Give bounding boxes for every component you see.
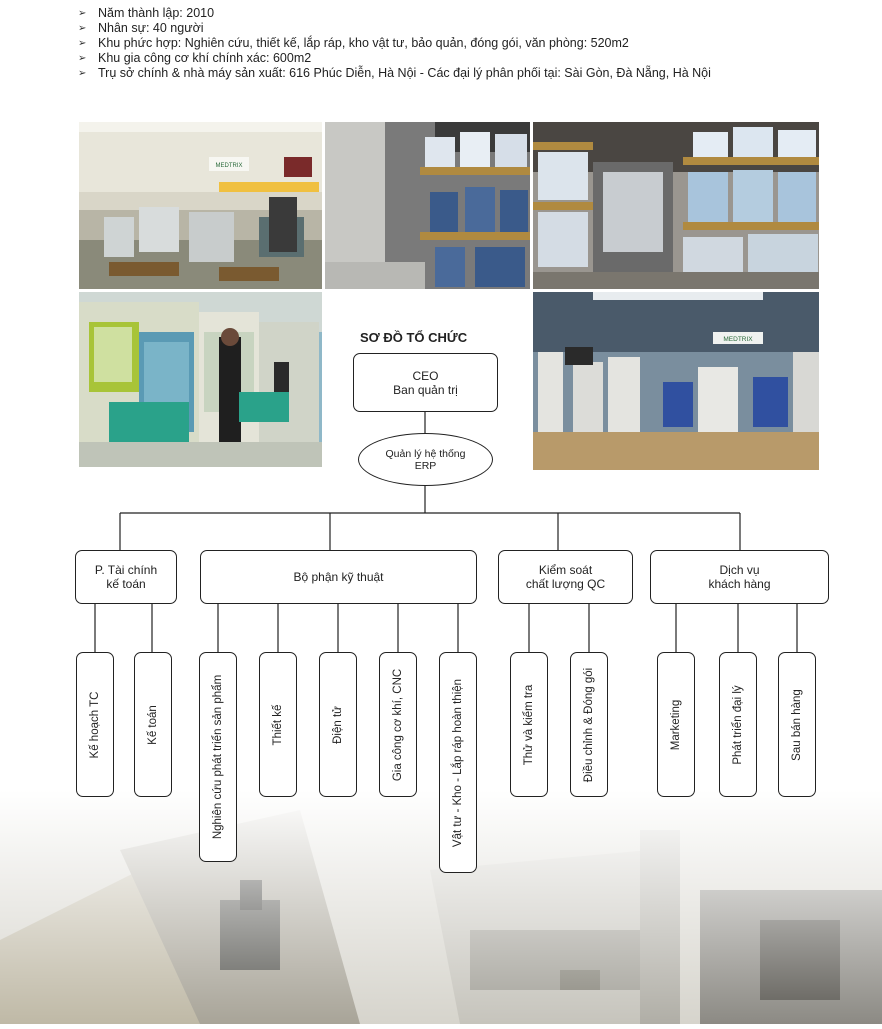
unit-financial-planning bbox=[76, 652, 114, 797]
unit-materials-assembly bbox=[439, 652, 477, 873]
unit-label: Điện tử bbox=[332, 705, 344, 744]
fact-text: Nhân sự: 40 người bbox=[98, 21, 204, 35]
dept-finance-box bbox=[75, 550, 177, 604]
medtrix-logo: MEDTRIX bbox=[723, 336, 753, 343]
unit-label: Kế hoạch TC bbox=[89, 691, 101, 758]
unit-marketing bbox=[657, 652, 695, 797]
medtrix-logo: MEDTRIX bbox=[215, 163, 243, 169]
unit-label: Nghiên cứu phát triển sản phẩm bbox=[212, 674, 224, 840]
org-chart-title: SƠ ĐỒ TỔ CHỨC bbox=[360, 330, 468, 345]
dept-label: Dịch vụ bbox=[719, 563, 760, 577]
unit-product-rnd bbox=[199, 652, 237, 862]
fact-text: Khu phức hợp: Nghiên cứu, thiết kế, lắp ráp, kho vật tư, bảo quản, đóng gói, văn phòng: 520m2 bbox=[98, 36, 629, 50]
dept-label: Kiểm soát bbox=[538, 563, 593, 577]
dept-sublabel: khách hàng bbox=[708, 577, 771, 591]
unit-label: Kế toán bbox=[147, 704, 159, 745]
arrow-bullet-icon: ➢ bbox=[78, 23, 87, 34]
dept-qc-box bbox=[498, 550, 633, 604]
unit-label: Marketing bbox=[670, 699, 682, 750]
unit-label: Vật tư - Kho - Lắp ráp hoàn thiện bbox=[452, 678, 464, 847]
dept-label: P. Tài chính bbox=[94, 563, 158, 577]
arrow-bullet-icon: ➢ bbox=[78, 8, 87, 19]
unit-design bbox=[259, 652, 297, 797]
arrow-bullet-icon: ➢ bbox=[78, 68, 87, 79]
unit-label: Gia công cơ khí, CNC bbox=[392, 668, 404, 781]
unit-label: Thử và kiểm tra bbox=[523, 684, 535, 765]
unit-accounting bbox=[134, 652, 172, 797]
unit-after-sales bbox=[778, 652, 816, 797]
erp-label: Quản lý hệ thống bbox=[385, 447, 466, 460]
fact-text: Khu gia công cơ khí chính xác: 600m2 bbox=[98, 51, 312, 65]
unit-label: Điều chỉnh & Đóng gói bbox=[583, 667, 595, 782]
dept-label: Bộ phận kỹ thuật bbox=[293, 570, 384, 584]
unit-electronics bbox=[319, 652, 357, 797]
unit-adjust-packaging bbox=[570, 652, 608, 797]
arrow-bullet-icon: ➢ bbox=[78, 53, 87, 64]
fact-text: Trụ sở chính & nhà máy sản xuất: 616 Phúc Diễn, Hà Nội - Các đại lý phân phối tại: Sài Gòn, Đà Nẵng, Hà Nội bbox=[98, 66, 711, 80]
unit-label: Thiết kế bbox=[272, 704, 284, 745]
dept-sublabel: chất lượng QC bbox=[525, 577, 606, 591]
dept-sublabel: kế toán bbox=[106, 577, 146, 591]
unit-dealer-development bbox=[719, 652, 757, 797]
ceo-box bbox=[353, 353, 498, 412]
erp-ellipse bbox=[358, 433, 493, 486]
arrow-bullet-icon: ➢ bbox=[78, 38, 87, 49]
unit-label: Phát triển đại lý bbox=[732, 684, 744, 765]
unit-label: Sau bán hàng bbox=[791, 688, 803, 761]
fact-text: Năm thành lập: 2010 bbox=[98, 6, 215, 20]
dept-customer-service-box bbox=[650, 550, 829, 604]
ceo-sublabel: Ban quản trị bbox=[393, 382, 458, 397]
ceo-label: CEO bbox=[412, 368, 439, 383]
dept-technical-box bbox=[200, 550, 477, 604]
erp-sublabel: ERP bbox=[414, 459, 437, 472]
unit-testing bbox=[510, 652, 548, 797]
unit-cnc-machining bbox=[379, 652, 417, 797]
